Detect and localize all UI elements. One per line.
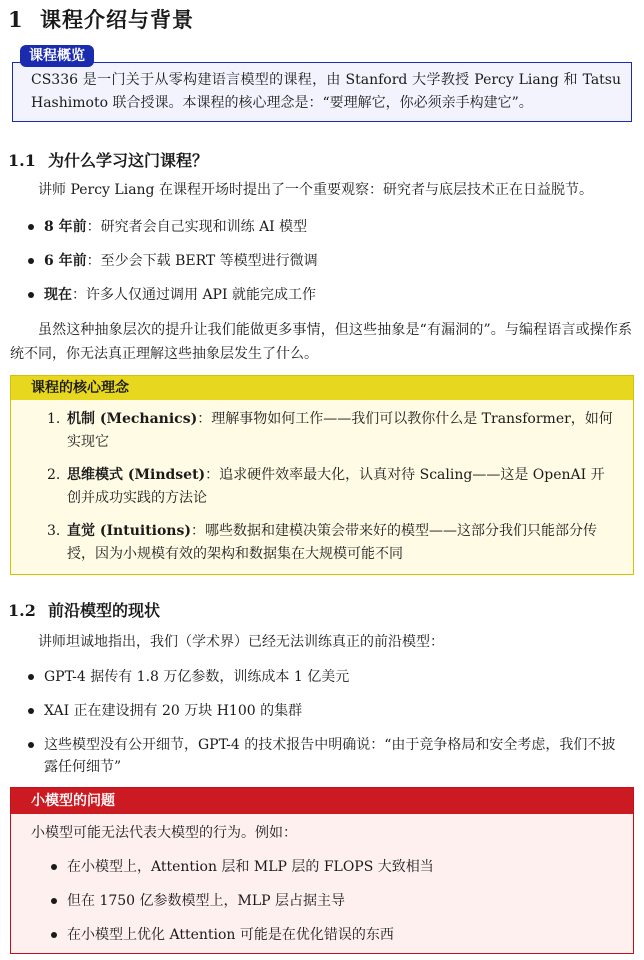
item-text: ：哪些数据和建模决策会带来好的模型——这部分我们只能部分传授，因为小规模有效的架构和数据集在大规模可能不同 <box>67 523 597 562</box>
intro-paragraph: 讲师坦诚地指出，我们（学术界）已经无法训练真正的前沿模型： <box>38 634 444 650</box>
list-item-text: 这些模型没有公开细节，GPT-4 的技术报告中明确说：“由于竞争格局和安全考虑，我们不披露任何细节” <box>44 737 616 775</box>
list-item-bold: 8 年前 <box>44 219 87 235</box>
overview-box <box>12 62 632 122</box>
bullet-icon <box>28 224 34 230</box>
small-model-header: 小模型的问题 <box>11 788 633 814</box>
list-item-text: ：许多人仅通过调用 API 就能完成工作 <box>72 287 316 303</box>
bullet-icon <box>28 674 34 680</box>
numbered-item <box>47 464 617 510</box>
item-number: 2. <box>47 467 61 483</box>
item-text: ：理解事物如何工作——我们可以教你什么是 Transformer，如何实现它 <box>67 411 613 450</box>
numbered-item <box>47 408 617 454</box>
core-ideas-header: 课程的核心理念 <box>11 376 633 400</box>
core-ideas-box <box>10 375 634 575</box>
item-bold: 机制 (Mechanics) <box>67 411 198 427</box>
overview-text: CS336 是一门关于从零构建语言模型的课程，由 Stanford 大学教授 Percy Liang 和 Tatsu Hashimoto 联合授课。本课程的核心理念是：“要理解它，你必须亲手构建它”。 <box>31 72 621 111</box>
subsection-title-text: 前沿模型的现状 <box>48 601 161 620</box>
list-item-text: GPT-4 据传有 1.8 万亿参数，训练成本 1 亿美元 <box>44 669 350 685</box>
list-item-text: 但在 1750 亿参数模型上，MLP 层占据主导 <box>67 893 346 909</box>
item-bold: 思维模式 (Mindset) <box>67 467 206 483</box>
small-model-box <box>10 787 634 954</box>
section-title <box>8 4 194 34</box>
list-item <box>28 734 628 778</box>
overview-tag: 课程概览 <box>20 45 94 67</box>
intro-paragraph: 讲师 Percy Liang 在课程开场时提出了一个重要观察：研究者与底层技术正在日益脱节。 <box>38 182 593 198</box>
bullet-icon <box>51 932 57 938</box>
list-item <box>51 890 611 912</box>
item-text: ：追求硬件效率最大化，认真对待 Scaling——这是 OpenAI 开创并成功实践的方法论 <box>67 467 605 506</box>
list-item <box>51 924 611 946</box>
section-number: 1 <box>8 7 24 32</box>
list-item-bold: 6 年前 <box>44 253 87 269</box>
list-item-text: ：至少会下载 BERT 等模型进行微调 <box>86 253 318 269</box>
subsection-number: 1.1 <box>8 151 36 170</box>
item-bold: 直觉 (Intuitions) <box>67 523 191 539</box>
list-item <box>28 284 628 306</box>
closing-paragraph: 虽然这种抽象层次的提升让我们能做更多事情，但这些抽象是“有漏洞的”。与编程语言或操作系统不同，你无法真正理解这些抽象层发生了什么。 <box>10 322 632 362</box>
subsection-title-text: 为什么学习这门课程？ <box>48 151 209 170</box>
list-item-text: 在小模型上优化 Attention 可能是在优化错误的东西 <box>67 927 394 943</box>
bullet-icon <box>28 292 34 298</box>
list-item <box>28 700 628 722</box>
section-title-text: 课程介绍与背景 <box>40 7 194 32</box>
bullet-icon <box>51 864 57 870</box>
item-number: 3. <box>47 523 61 539</box>
bullet-icon <box>28 708 34 714</box>
list-item-text: XAI 正在建设拥有 20 万块 H100 的集群 <box>44 703 303 719</box>
item-number: 1. <box>47 411 61 427</box>
bullet-icon <box>28 258 34 264</box>
subsection-title-1-2 <box>8 598 160 621</box>
bullet-icon <box>28 742 34 748</box>
small-model-intro: 小模型可能无法代表大模型的行为。例如： <box>31 825 297 841</box>
list-item <box>28 250 628 272</box>
list-item-text: ：研究者会自己实现和训练 AI 模型 <box>86 219 308 235</box>
list-item <box>28 216 628 238</box>
list-item <box>51 856 611 878</box>
list-item-bold: 现在 <box>44 287 72 303</box>
numbered-item <box>47 520 617 566</box>
list-item <box>28 666 628 688</box>
subsection-number: 1.2 <box>8 601 36 620</box>
bullet-icon <box>51 898 57 904</box>
list-item-text: 在小模型上，Attention 层和 MLP 层的 FLOPS 大致相当 <box>67 859 434 875</box>
subsection-title-1-1 <box>8 148 208 171</box>
